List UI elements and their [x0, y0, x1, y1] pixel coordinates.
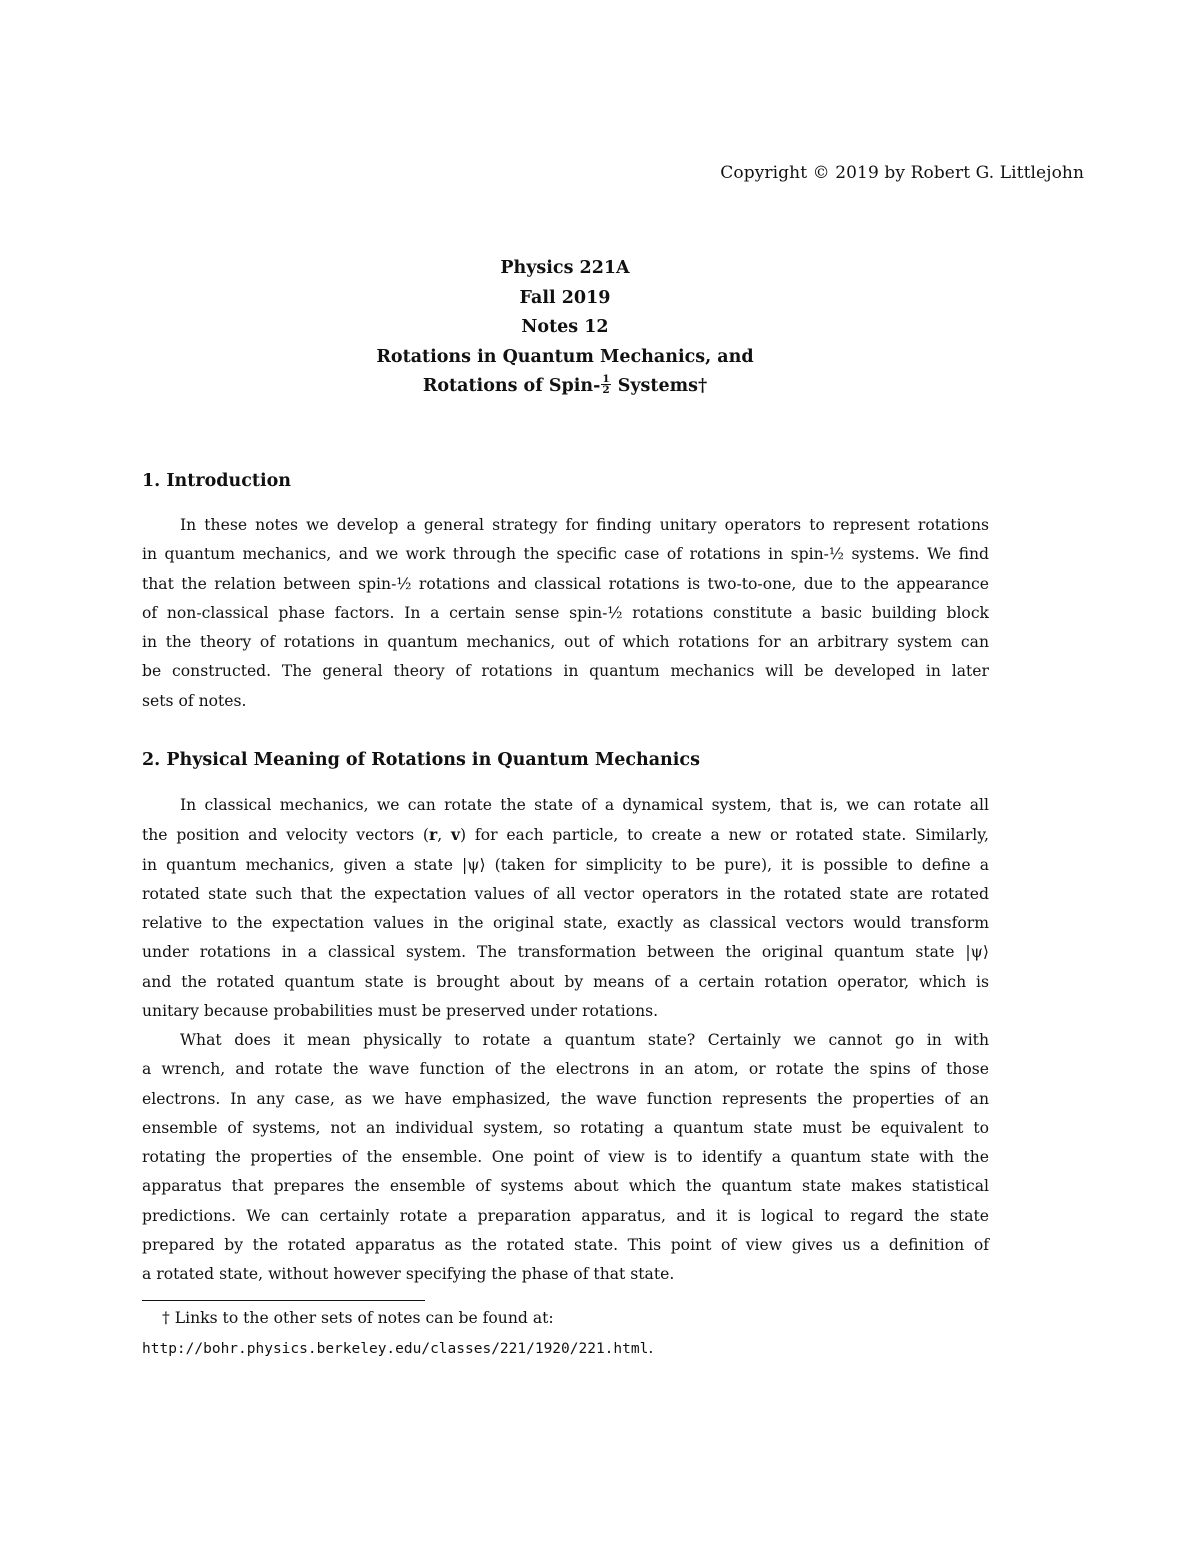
title-line-2 — [0, 372, 1130, 402]
text-line: relative to the expectation values in the original state, exactly as classical vectors would transform — [142, 914, 989, 933]
text-line: of non-classical phase factors. In a certain sense spin-½ rotations constitute a basic building block — [142, 603, 989, 622]
text-line: apparatus that prepares the ensemble of systems about which the quantum state makes statistical — [142, 1177, 989, 1196]
text-line — [142, 511, 989, 540]
title-line-2-prefix: Rotations of Spin- — [422, 376, 601, 397]
footnote-rule — [142, 1300, 425, 1301]
fraction-numerator: 1 — [602, 373, 610, 386]
text-line: rotated state such that the expectation values of all vector operators in the rotated state are rotated — [142, 884, 989, 903]
text-line: that the relation between spin-½ rotations and classical rotations is two-to-one, due to the appearance — [142, 574, 989, 593]
footnote-url-line — [142, 1334, 653, 1365]
line-text: What does it mean physically to rotate a quantum state? Certainly we cannot go in with — [180, 1031, 989, 1049]
text-line — [142, 1026, 989, 1055]
footnote-url-link[interactable]: http://bohr.physics.berkeley.edu/classes/221/1920/221.html — [142, 1340, 649, 1357]
text-line: under rotations in a classical system. The transformation between the original quantum state |ψ⟩ — [142, 943, 989, 962]
text-line — [142, 791, 989, 820]
paragraph-introduction — [142, 511, 989, 716]
section-heading-introduction: 1. Introduction — [142, 471, 291, 491]
text-line: be constructed. The general theory of rotations in quantum mechanics will be developed in later — [142, 662, 989, 681]
text-line: a wrench, and rotate the wave function of the electrons in an atom, or rotate the spins of those — [142, 1060, 989, 1079]
footnote — [142, 1304, 653, 1364]
course-title: Physics 221A — [500, 258, 630, 278]
text-line: and the rotated quantum state is brought about by means of a certain rotation operator, which is — [142, 972, 989, 991]
text-line: in quantum mechanics, and we work through the specific case of rotations in spin-½ systems. We find — [142, 545, 989, 564]
title-line-2-suffix: Systems† — [611, 376, 708, 397]
paragraph-physical-meaning-1 — [142, 791, 989, 1026]
footnote-text-line — [142, 1304, 653, 1334]
text-line: the position and velocity vectors (r, v) for each particle, to create a new or rotated state. Similarly, — [142, 825, 989, 845]
copyright-notice: Copyright © 2019 by Robert G. Littlejohn — [720, 163, 1084, 183]
title-line-1: Rotations in Quantum Mechanics, and — [376, 346, 754, 367]
text-line: unitary because probabilities must be preserved under rotations. — [142, 1002, 659, 1021]
footnote-text: † Links to the other sets of notes can be found at: — [162, 1309, 554, 1327]
title-block — [0, 254, 1130, 402]
text-line: in the theory of rotations in quantum mechanics, out of which rotations for an arbitrary system can — [142, 633, 989, 652]
text-line: electrons. In any case, as we have emphasized, the wave function represents the properties of an — [142, 1089, 989, 1108]
term: Fall 2019 — [519, 287, 611, 308]
text-line: in quantum mechanics, given a state |ψ⟩ (taken for simplicity to be pure), it is possible to define a — [142, 855, 989, 874]
footnote-url-period: . — [648, 1338, 654, 1357]
text-line: ensemble of systems, not an individual system, so rotating a quantum state must be equivalent to — [142, 1118, 989, 1137]
section-heading-physical-meaning: 2. Physical Meaning of Rotations in Quantum Mechanics — [142, 750, 700, 770]
text-line: predictions. We can certainly rotate a preparation apparatus, and it is logical to regard the state — [142, 1206, 989, 1225]
text-line: a rotated state, without however specifying the phase of that state. — [142, 1265, 675, 1284]
text-line: rotating the properties of the ensemble. One point of view is to identify a quantum state with the — [142, 1148, 989, 1167]
line-text: In these notes we develop a general strategy for finding unitary operators to represent rotations — [180, 516, 989, 534]
text-line: prepared by the rotated apparatus as the rotated state. This point of view gives us a definition of — [142, 1236, 989, 1255]
paragraph-physical-meaning-2 — [142, 1026, 989, 1290]
text-line: sets of notes. — [142, 691, 247, 710]
line-text: In classical mechanics, we can rotate the state of a dynamical system, that is, we can rotate all — [180, 796, 989, 814]
one-half-fraction — [601, 374, 610, 395]
fraction-denominator: 2 — [602, 384, 610, 397]
notes-number: Notes 12 — [521, 317, 609, 338]
